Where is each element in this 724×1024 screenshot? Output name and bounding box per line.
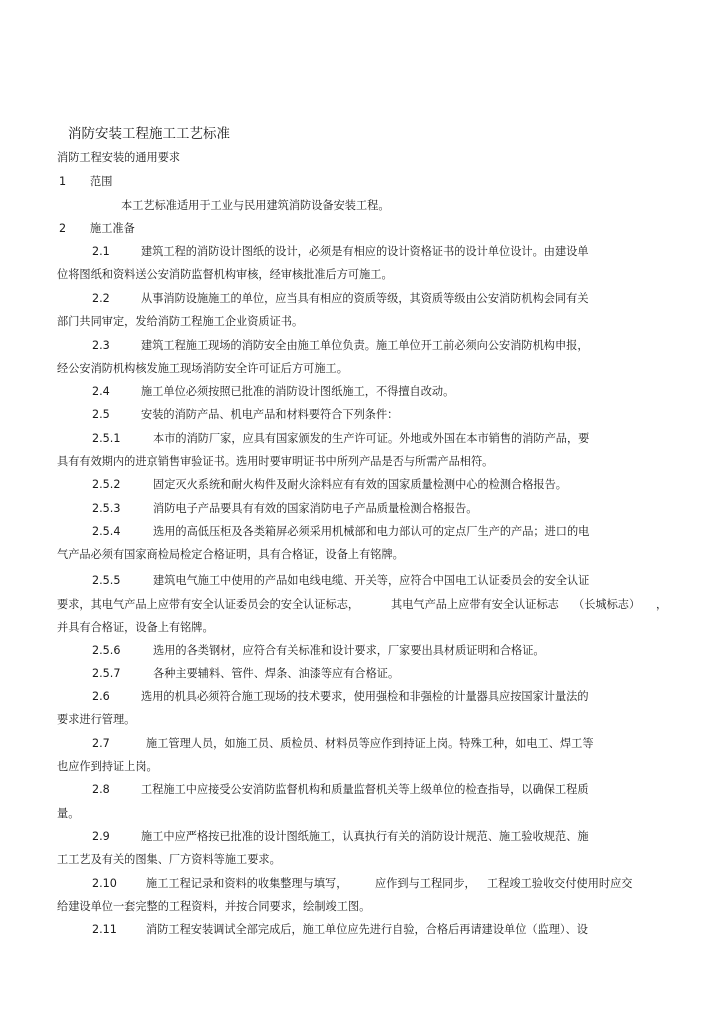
clause-text: 施工工程记录和资料的收集整理与填写，	[146, 877, 348, 890]
clause-number: 2.5.3	[92, 502, 121, 515]
clause-text-continued: 气产品必须有国家商检局检定合格证明，具有合格证，设备上有铭牌。	[57, 548, 404, 561]
clause-text: 施工管理人员，如施工员、质检员、材料员等应作到持证上岗。特殊工种，如电工、焊工等	[146, 737, 594, 750]
section-1-number: 1	[59, 175, 67, 188]
clause-text: 建筑工程的消防设计图纸的设计，必须是有相应的设计资格证书的设计单位设计。由建设单	[141, 245, 589, 258]
clause-number: 2.5.7	[92, 667, 121, 680]
clause-number: 2.5.5	[92, 574, 121, 587]
clause-number: 2.4	[92, 385, 110, 398]
clause-number: 2.1	[92, 245, 110, 258]
clause-text-continued: 工工艺及有关的图集、厂方资料等施工要求。	[57, 853, 281, 866]
clause-text: 应作到与工程同步，	[375, 877, 476, 890]
clause-number: 2.5	[92, 408, 110, 421]
clause-text: 工程竣工验收交付使用时应交	[487, 877, 633, 890]
clause-text-continued: 并具有合格证，设备上有铭牌。	[57, 621, 214, 634]
clause-text: 从事消防设施施工的单位，应当具有相应的资质等级，其资质等级由公安消防机构会同有关	[141, 292, 589, 305]
clause-text: 施工中应严格按已批准的设计图纸施工，认真执行有关的消防设计规范、施工验收规范、施	[141, 830, 589, 843]
document-subtitle: 消防工程安装的通用要求	[57, 151, 181, 164]
clause-text: 固定灭火系统和耐火构件及耐火涂料应有有效的国家质量检测中心的检测合格报告。	[153, 478, 567, 491]
clause-number: 2.9	[92, 830, 110, 843]
clause-number: 2.5.4	[92, 525, 121, 538]
clause-number: 2.8	[92, 783, 110, 796]
clause-text: 选用的机具必须符合施工现场的技术要求，使用强检和非强检的计量器具应按国家计量法的	[141, 690, 589, 703]
clause-text-continued: 也应作到持证上岗。	[57, 760, 158, 773]
clause-text-continued: 位将图纸和资料送公安消防监督机构审核，经审核批准后方可施工。	[57, 268, 393, 281]
clause-number: 2.11	[92, 923, 117, 936]
clause-text-continued: 给建设单位一套完整的工程资料，并按合同要求，绘制竣工图。	[57, 900, 371, 913]
clause-number: 2.5.6	[92, 644, 121, 657]
clause-number: 2.5.2	[92, 478, 121, 491]
clause-text-continued: 其电气产品上应带有安全认证标志	[391, 598, 559, 611]
clause-number: 2.6	[92, 690, 110, 703]
clause-number: 2.3	[92, 339, 110, 352]
clause-text: 建筑电气施工中使用的产品如电线电缆、开关等，应符合中国电工认证委员会的安全认证	[153, 574, 590, 587]
clause-number: 2.5.1	[92, 432, 121, 445]
document-title: 消防安装工程施工工艺标准	[68, 126, 230, 142]
clause-text: 工程施工中应接受公安消防监督机构和质量监督机关等上级单位的检查指导，以确保工程质	[141, 783, 589, 796]
clause-text-continued: 要求进行管理。	[57, 713, 136, 726]
clause-number: 2.7	[92, 737, 110, 750]
clause-text-continued: 部门共同审定，发给消防工程施工企业资质证书。	[57, 315, 304, 328]
clause-text: 选用的高低压柜及各类箱屏必须采用机械部和电力部认可的定点厂生产的产品；进口的电	[153, 525, 590, 538]
clause-text: 施工单位必须按照已批准的消防设计图纸施工，不得擅自改动。	[141, 385, 455, 398]
clause-number: 2.2	[92, 292, 110, 305]
clause-text: 安装的消防产品、机电产品和材料要符合下列条件：	[141, 408, 399, 421]
clause-text: 选用的各类钢材，应符合有关标准和设计要求，厂家要出具材质证明和合格证。	[153, 644, 545, 657]
section-2-number: 2	[59, 222, 67, 235]
clause-text: 消防电子产品要具有有效的国家消防电子产品质量检测合格报告。	[153, 502, 478, 515]
clause-text: 消防工程安装调试全部完成后，施工单位应先进行自验，合格后再请建设单位（监理）、设	[146, 923, 588, 936]
section-2-heading: 施工准备	[90, 222, 135, 235]
clause-text-continued: 具有有效期内的进京销售审验证书。选用时要审明证书中所列产品是否与所需产品相符。	[57, 455, 494, 468]
clause-text-continued: ，	[656, 598, 668, 611]
clause-text: 建筑工程施工现场的消防安全由施工单位负责。施工单位开工前必须向公安消防机构申报，	[141, 339, 589, 352]
clause-text-continued: 要求，其电气产品上应带有安全认证委员会的安全认证标志，	[57, 598, 360, 611]
clause-text-continued: 经公安消防机构核发施工现场消防安全许可证后方可施工。	[57, 362, 348, 375]
section-1-heading: 范围	[90, 175, 113, 188]
clause-text: 本市的消防厂家，应具有国家颁发的生产许可证。外地或外国在本市销售的消防产品，要	[153, 432, 590, 445]
clause-number: 2.10	[92, 877, 117, 890]
section-1-text: 本工艺标准适用于工业与民用建筑消防设备安装工程。	[121, 199, 390, 212]
clause-text-continued: 量。	[57, 807, 80, 820]
clause-text: 各种主要辅料、管件、焊条、油漆等应有合格证。	[153, 667, 400, 680]
clause-text-continued: （长城标志）	[573, 598, 641, 611]
